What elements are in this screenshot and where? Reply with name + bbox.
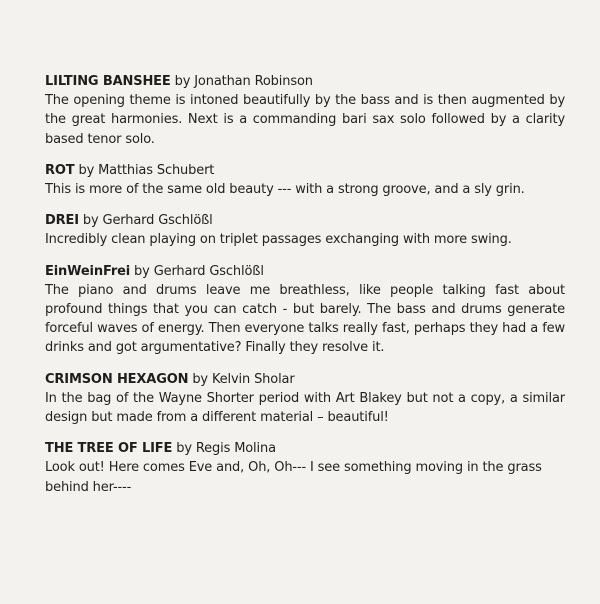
track-description: Incredibly clean playing on triplet passages exchanging with more swing. [45, 232, 512, 248]
track-heading [45, 262, 565, 281]
track-entry-crimson-hexagon [45, 370, 565, 428]
track-title: LILTING BANSHEE [45, 74, 171, 89]
track-title: CRIMSON HEXAGON [45, 371, 189, 387]
track-description: In the bag of the Wayne Shorter period with Art Blakey but not a copy, a similar design but made from a different material – beautiful! [45, 390, 565, 426]
track-composer: by Gerhard Gschlößl [130, 263, 264, 279]
track-entry-lilting-banshee [45, 72, 565, 149]
track-description: Look out! Here comes Eve and, Oh, Oh--- I see something moving in the grass behind her---- [45, 460, 542, 495]
track-composer: by Matthias Schubert [74, 162, 215, 178]
track-entry-einweinfrei [45, 262, 565, 358]
track-heading [45, 161, 565, 180]
track-entry-rot [45, 161, 565, 199]
track-heading [45, 72, 565, 91]
track-description: The opening theme is intoned beautifully by the bass and is then augmented by the great harmonies. Next is a commanding bari sax solo followed by a clarity based tenor solo. [45, 93, 565, 147]
track-composer: by Kelvin Sholar [188, 371, 295, 387]
track-composer: by Jonathan Robinson [170, 74, 313, 89]
track-entry-tree-of-life [45, 439, 565, 497]
track-heading [45, 439, 565, 458]
track-title: EinWeinFrei [45, 263, 131, 279]
track-composer: by Gerhard Gschlößl [78, 213, 213, 229]
track-description: The piano and drums leave me breathless, like people talking fast about profound things that you can catch - but barely. The bass and drums generate forceful waves of energy. Then everyone talks really fast, perhaps they had a few drinks and got argumentative? Finally they resolve it. [45, 282, 565, 356]
liner-notes-page [45, 72, 565, 509]
track-entry-drei [45, 211, 565, 249]
track-composer: by Regis Molina [172, 441, 276, 457]
track-title: DREI [45, 213, 79, 229]
track-heading [45, 211, 565, 230]
track-title: THE TREE OF LIFE [45, 441, 173, 457]
track-heading [45, 370, 565, 389]
track-title: ROT [45, 162, 75, 178]
track-description: This is more of the same old beauty --- with a strong groove, and a sly grin. [45, 182, 525, 198]
